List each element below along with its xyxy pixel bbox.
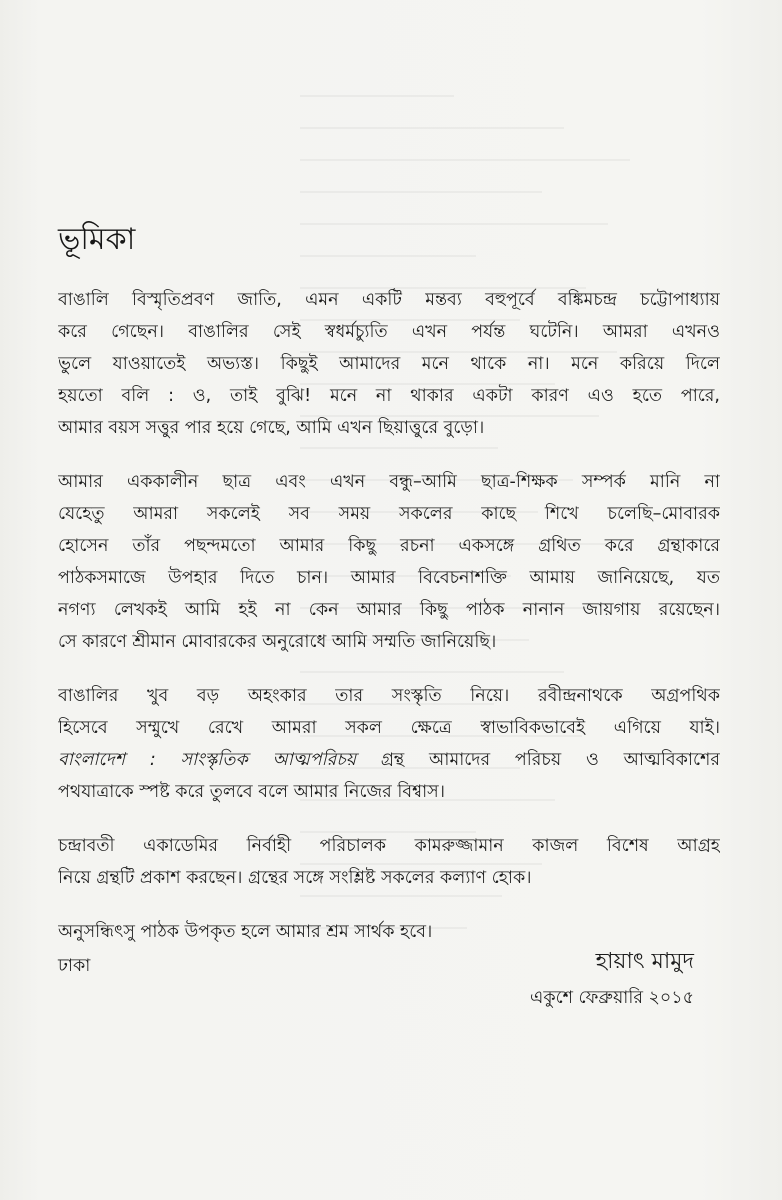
text-line: যেহেতু আমরা সকলেই সব সময় সকলের কাছে শিখে চলেছি–মোবারক (58, 504, 720, 524)
page-title: ভূমিকা (58, 222, 136, 257)
text-line: হোসেন তাঁর পছন্দমতো আমার কিছু রচনা একসঙ্গে গ্রথিত করে গ্রন্থাকারে (58, 536, 720, 556)
text-line: বাঙালির খুব বড় অহংকার তার সংস্কৃতি নিয়ে। রবীন্দ্রনাথকে অগ্রপথিক (58, 686, 720, 706)
text-line-mixed (58, 744, 720, 776)
text-line: পাঠকসমাজে উপহার দিতে চান। আমার বিবেচনাশক্তি আমায় জানিয়েছে, যত (58, 568, 720, 588)
text-line: আমার বয়স সত্তুর পার হয়ে গেছে, আমি এখন ছিয়াত্তুরে বুড়ো। (58, 418, 485, 438)
text-line: সে কারণে শ্রীমান মোবারকের অনুরোধে আমি সম্মতি জানিয়েছি। (58, 632, 497, 652)
text-line: করে গেছেন। বাঙালির সেই স্বধর্মচ্যুতি এখন পর্যন্ত ঘটেনি। আমরা এখনও (58, 322, 720, 342)
text-line: নগণ্য লেখকই আমি হই না কেন আমার কিছু পাঠক নানান জায়গায় রয়েছেন। (58, 600, 720, 620)
text-line: অনুসন্ধিৎসু পাঠক উপকৃত হলে আমার শ্রম সার্থক হবে। (58, 922, 433, 942)
text-line: চন্দ্রাবতী একাডেমির নির্বাহী পরিচালক কামরুজ্জামান কাজল বিশেষ আগ্রহ (58, 836, 720, 856)
text-line: হিসেবে সম্মুখে রেখে আমরা সকল ক্ষেত্রে স্বাভাবিকভাবেই এগিয়ে যাই। (58, 718, 720, 738)
paragraph-1 (58, 284, 720, 444)
text-fragment: গ্রন্থ আমাদের পরিচয় ও আত্মবিকাশের (356, 750, 720, 770)
signature-date: একুশে ফেব্রুয়ারি ২০১৫ (530, 988, 694, 1008)
paragraph-4 (58, 830, 720, 894)
author-signature: হায়াৎ মামুদ (595, 949, 694, 974)
place-name: ঢাকা (58, 956, 91, 976)
text-line: পথযাত্রাকে স্পষ্ট করে তুলবে বলে আমার নিজের বিশ্বাস। (58, 782, 445, 802)
text-line: ভুলে যাওয়াতেই অভ্যস্ত। কিছুই আমাদের মনে থাকে না। মনে করিয়ে দিলে (58, 354, 720, 374)
paragraph-3 (58, 680, 720, 808)
text-line: আমার এককালীন ছাত্র এবং এখন বন্ধু–আমি ছাত্র-শিক্ষক সম্পর্ক মানি না (58, 472, 720, 492)
text-line: হয়তো বলি : ও, তাই বুঝি! মনে না থাকার একটা কারণ এও হতে পারে, (58, 386, 720, 406)
paragraph-2 (58, 466, 720, 658)
book-title: বাংলাদেশ : সাংস্কৃতিক আত্মপরিচয় (58, 750, 357, 770)
body-text (58, 284, 720, 970)
text-line: বাঙালি বিস্মৃতিপ্রবণ জাতি, এমন একটি মন্তব্য বহুপূর্বে বঙ্কিমচন্দ্র চট্টোপাধ্যায় (58, 290, 720, 310)
text-line: নিয়ে গ্রন্থটি প্রকাশ করছেন। গ্রন্থের সঙ্গে সংশ্লিষ্ট সকলের কল্যাণ হোক। (58, 868, 532, 888)
